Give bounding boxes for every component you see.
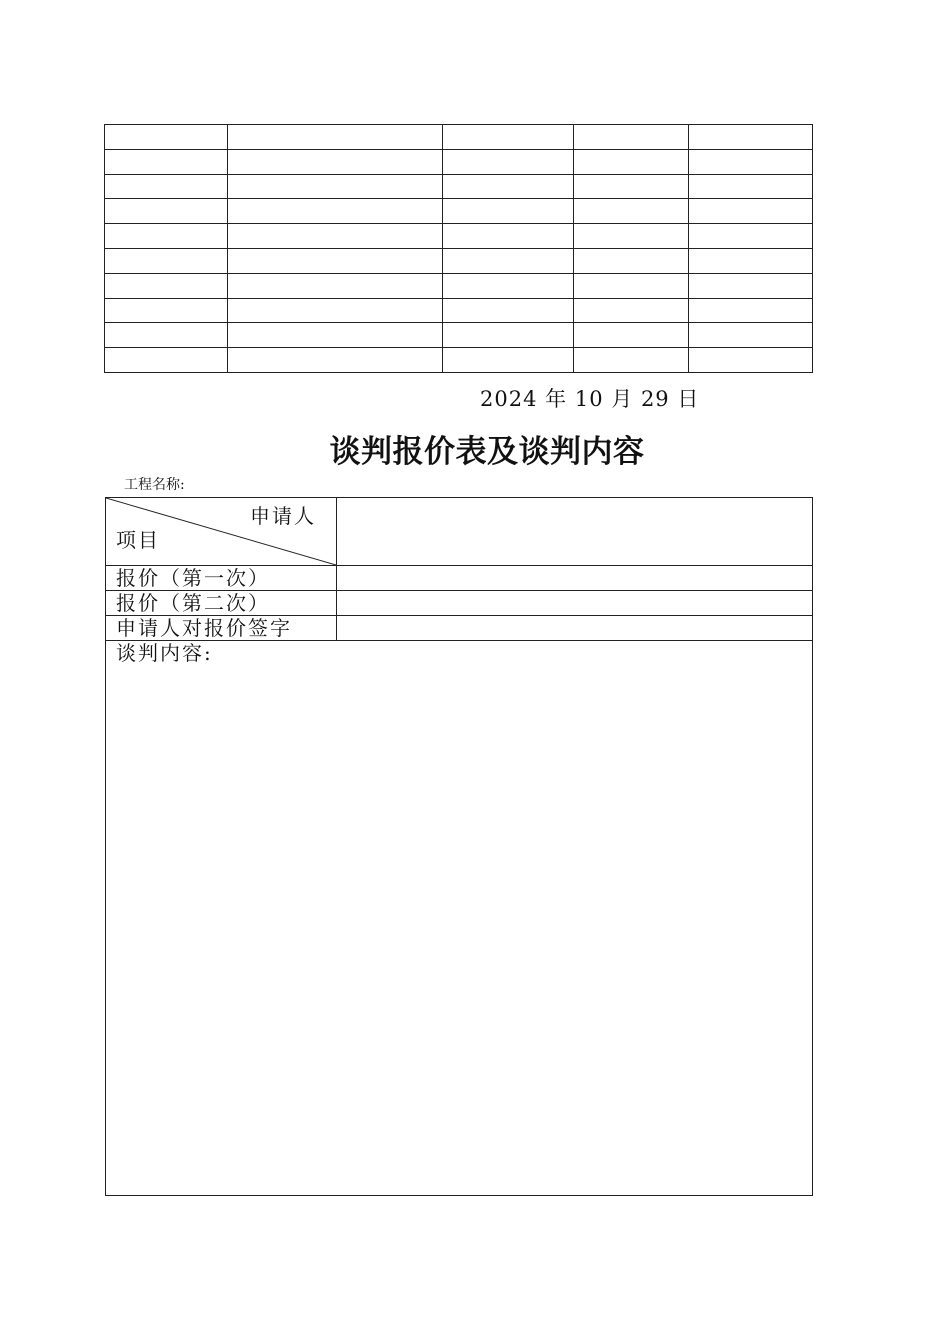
- form-body: [106, 498, 813, 1196]
- diagonal-top-label: 申请人: [250, 504, 316, 528]
- quote-first-label: 报价（第一次）: [106, 566, 337, 591]
- grid-row: [105, 248, 813, 273]
- grid-cell: [689, 248, 813, 273]
- grid-row: [105, 149, 813, 174]
- grid-cell: [105, 174, 228, 199]
- grid-cell: [105, 323, 228, 348]
- diagonal-bottom-label: 项目: [116, 528, 160, 552]
- grid-cell: [574, 298, 689, 323]
- date-year: 2024: [480, 387, 538, 411]
- content-row: [106, 641, 813, 1196]
- grid-cell: [443, 348, 574, 373]
- signature-label: 申请人对报价签字: [106, 616, 337, 641]
- applicant-value-cell[interactable]: [337, 498, 813, 566]
- grid-cell: [443, 224, 574, 249]
- grid-cell: [689, 224, 813, 249]
- grid-cell: [228, 298, 443, 323]
- grid-cell: [228, 174, 443, 199]
- grid-row: [105, 199, 813, 224]
- grid-cell: [574, 125, 689, 150]
- grid-cell: [228, 323, 443, 348]
- grid-cell: [443, 323, 574, 348]
- grid-cell: [689, 273, 813, 298]
- grid-cell: [228, 125, 443, 150]
- grid-cell: [574, 323, 689, 348]
- date-month-unit: 月: [611, 387, 634, 411]
- negotiation-content-cell[interactable]: [106, 641, 813, 1196]
- grid-cell: [443, 248, 574, 273]
- signature-value-cell[interactable]: [337, 616, 813, 641]
- grid-row: [105, 174, 813, 199]
- date-line: [480, 383, 699, 413]
- quote-second-row: [106, 591, 813, 616]
- grid-cell: [689, 199, 813, 224]
- grid-row: [105, 273, 813, 298]
- grid-cell: [228, 348, 443, 373]
- grid-cell: [228, 199, 443, 224]
- grid-cell: [105, 224, 228, 249]
- grid-cell: [443, 273, 574, 298]
- grid-cell: [105, 298, 228, 323]
- grid-cell: [689, 298, 813, 323]
- grid-cell: [105, 248, 228, 273]
- diagonal-header-cell: [106, 498, 337, 566]
- grid-row: [105, 323, 813, 348]
- grid-cell: [228, 273, 443, 298]
- grid-cell: [443, 199, 574, 224]
- negotiation-form-table: [105, 497, 813, 1196]
- blank-grid-table: [104, 124, 813, 373]
- grid-cell: [574, 174, 689, 199]
- grid-cell: [689, 323, 813, 348]
- grid-cell: [689, 125, 813, 150]
- quote-first-value-cell[interactable]: [337, 566, 813, 591]
- grid-cell: [443, 149, 574, 174]
- date-month: 10: [574, 387, 604, 411]
- quote-second-label: 报价（第二次）: [106, 591, 337, 616]
- grid-cell: [689, 348, 813, 373]
- grid-cell: [228, 248, 443, 273]
- blank-grid-body: [105, 125, 813, 373]
- grid-cell: [105, 348, 228, 373]
- grid-cell: [228, 224, 443, 249]
- grid-cell: [105, 149, 228, 174]
- grid-cell: [574, 348, 689, 373]
- grid-cell: [574, 224, 689, 249]
- grid-cell: [443, 174, 574, 199]
- grid-cell: [574, 199, 689, 224]
- date-day: 29: [640, 387, 670, 411]
- grid-cell: [443, 298, 574, 323]
- grid-cell: [105, 125, 228, 150]
- signature-row: [106, 616, 813, 641]
- grid-cell: [228, 149, 443, 174]
- grid-cell: [443, 125, 574, 150]
- project-name-label: 工程名称:: [124, 477, 185, 493]
- quote-second-value-cell[interactable]: [337, 591, 813, 616]
- grid-row: [105, 348, 813, 373]
- document-title: 谈判报价表及谈判内容: [329, 434, 645, 470]
- grid-cell: [689, 174, 813, 199]
- grid-cell: [574, 248, 689, 273]
- grid-row: [105, 298, 813, 323]
- grid-cell: [105, 273, 228, 298]
- grid-cell: [105, 199, 228, 224]
- negotiation-content-label: 谈判内容:: [116, 641, 213, 665]
- grid-row: [105, 125, 813, 150]
- header-row: [106, 498, 813, 566]
- grid-cell: [574, 273, 689, 298]
- date-year-unit: 年: [545, 387, 568, 411]
- grid-row: [105, 224, 813, 249]
- grid-cell: [689, 149, 813, 174]
- quote-first-row: [106, 566, 813, 591]
- date-day-unit: 日: [677, 387, 700, 411]
- grid-cell: [574, 149, 689, 174]
